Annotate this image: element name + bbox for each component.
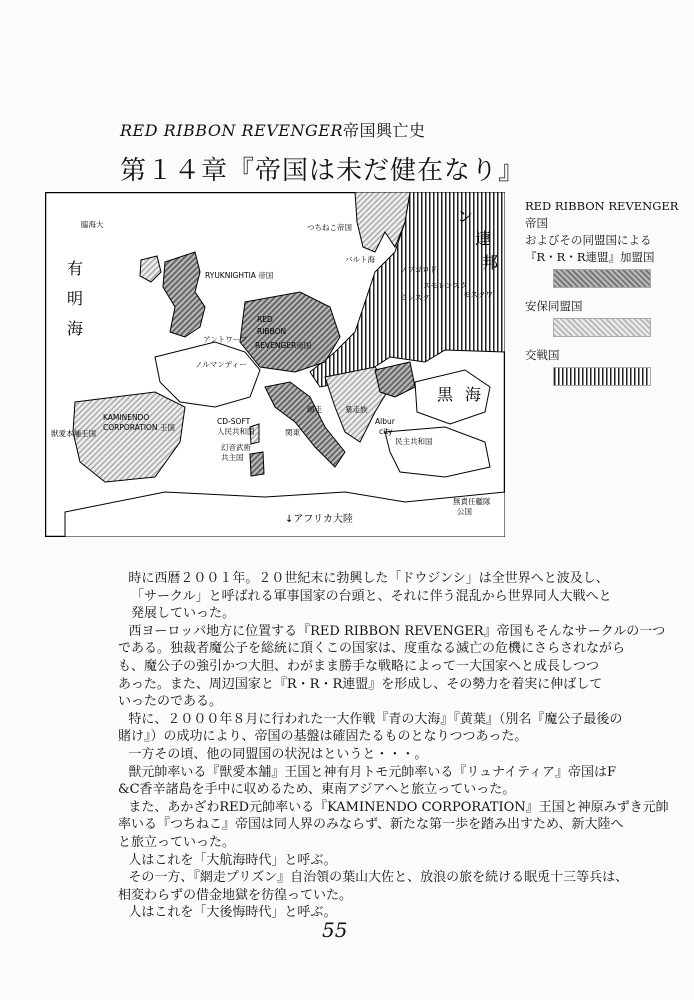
label-albur-2: city <box>379 427 393 436</box>
legend-title-2: およびその同盟国による <box>525 233 652 247</box>
label-ryuknightia: RYUKNIGHTIA 帝国 <box>205 271 274 280</box>
legend-swatch-war <box>553 367 651 386</box>
label-rrr-3: REVENGER帝国 <box>255 341 312 350</box>
label-moscow: モスクワ <box>463 290 493 299</box>
legend-title-3: 『R・R・R連盟』加盟国 <box>525 250 655 264</box>
legend-title-1: RED RIBBON REVENGER 帝国 <box>525 199 679 230</box>
label-albur-1: Albur <box>375 417 395 426</box>
label-ren-2: 連 <box>475 229 492 248</box>
label-gensou-2: 共主国 <box>221 453 244 462</box>
body-line: 特に、２０００年８月に行われた一大作戦『青の大海』『黄葉』（別名『魔公子最後の <box>128 711 623 727</box>
body-line: &C香辛諸島を手中に収めるため、東南アジアへと旅立っていった。 <box>118 782 516 798</box>
body-line: 「サークル」と呼ばれる軍事国家の台頭と、それに伴う混乱から世界同人大戦へと <box>131 588 612 604</box>
body-line: また、あかざわRED元帥率いる『KAMINENDO CORPORATION』王国と神原みずき元帥 <box>128 799 669 815</box>
legend-war-label: 交戦国 <box>525 348 560 362</box>
body-line: あった。また、周辺国家と『R・R・R連盟』を形成し、その勢力を着実に伸ばして <box>118 676 603 692</box>
label-minshu: 民主共和国 <box>395 437 433 446</box>
label-jinmin: 人民共和国 <box>217 427 255 436</box>
series-title: RED RIBBON REVENGER <box>120 121 343 140</box>
series-suffix: 帝国興亡史 <box>343 121 426 140</box>
label-kaidaiken: 臨海大 <box>81 220 104 229</box>
label-antwerp: アントワープ <box>203 335 248 344</box>
label-ren-3: 邦 <box>482 253 499 272</box>
body-line: である。独裁者魔公子を総統に頂くこの国家は、度重なる滅亡の危機にさらされながら <box>118 641 626 657</box>
map-legend <box>525 198 685 396</box>
body-line: も、魔公子の強引かつ大胆、わがまま勝手な戦略によって一大国家へと成長しつつ <box>118 658 600 674</box>
label-abuna: 網走 <box>307 405 322 414</box>
label-ariake-3: 海 <box>67 319 84 338</box>
label-saikyo: 暴走族 <box>345 405 368 414</box>
label-minsk: ミンスク <box>400 293 430 302</box>
label-gensou-1: 幻音武術 <box>221 443 251 452</box>
body-line: 相変わらずの借金地獄を彷徨っていた。 <box>118 887 353 903</box>
label-kanto: 関東 <box>285 428 300 437</box>
label-normandy: ノルマンディー <box>195 360 247 369</box>
body-line: 発展していった。 <box>131 606 236 622</box>
body-line: 一方その頃、他の同盟国の状況はというと・・・。 <box>128 746 428 762</box>
label-rrr-2: RIBBON <box>257 327 287 336</box>
body-line: 賭け』）の成功により、帝国の基盤は確固たるものとなりつつあった。 <box>118 729 528 745</box>
series-header <box>120 118 426 141</box>
label-africa: ↓アフリカ大陸 <box>285 514 353 525</box>
page-number: 55 <box>322 918 348 942</box>
label-tsuchineko: つちねこ帝国 <box>307 223 352 232</box>
label-kokkai-1: 黒 <box>437 385 454 404</box>
body-line: いったのである。 <box>118 694 223 710</box>
label-novgorod: ノブゴロド <box>400 265 438 274</box>
region-rrr-empire <box>240 292 340 372</box>
body-line: その一方、『網走プリズン』自治領の葉山大佐と、放浪の旅を続ける眠兎十三等兵は、 <box>128 870 629 886</box>
body-line: 人はこれを「大航海時代」と呼ぶ。 <box>128 852 337 868</box>
chapter-title: 第１４章『帝国は未だ健在なり』 <box>120 156 526 186</box>
legend-swatch-security <box>553 318 651 337</box>
label-smolensk: スモレンスク <box>423 281 468 290</box>
label-rrr-1: RED <box>257 315 273 324</box>
body-text <box>118 570 678 922</box>
label-kaminendo-2: CORPORATION 王国 <box>103 423 175 432</box>
body-line: と旅立っていった。 <box>118 834 236 850</box>
label-kaminendo-1: KAMINENDO <box>103 413 150 422</box>
label-ren-1: ン <box>457 207 474 226</box>
body-line: 西ヨーロッパ地方に位置する『RED RIBBON REVENGER』帝国もそんなサークルの一つ <box>128 623 666 639</box>
europe-map <box>45 192 505 537</box>
label-ariake-1: 有 <box>67 259 84 278</box>
label-ariake-2: 明 <box>67 289 84 308</box>
legend-security-label: 安保同盟国 <box>525 299 583 313</box>
body-line: 時に西暦２００１年。２０世紀末に勃興した「ドウジンシ」は全世界へと波及し、 <box>128 571 609 586</box>
body-line: 獣元帥率いる『獣愛本舗』王国と神有月トモ元帥率いる『リュナイティア』帝国はF <box>128 764 617 780</box>
label-cdsoft: CD-SOFT <box>217 417 251 426</box>
label-sekai-1: 無責任艦隊 <box>453 497 491 506</box>
legend-swatch-ally <box>553 269 651 288</box>
body-line: 率いる『つちねこ』帝国は同人界のみならず、新たな第一歩を踏み出すため、新大陸へ <box>118 817 624 833</box>
body-line: 人はこれを「大後悔時代」と呼ぶ。 <box>128 905 337 921</box>
label-yaruto: バルト海 <box>345 255 375 264</box>
label-jyuai: 獣愛本舗王国 <box>51 429 96 438</box>
island-sardinia <box>250 452 264 476</box>
label-sekai-2: 公国 <box>457 507 472 516</box>
label-kokkai-2: 海 <box>465 385 482 404</box>
